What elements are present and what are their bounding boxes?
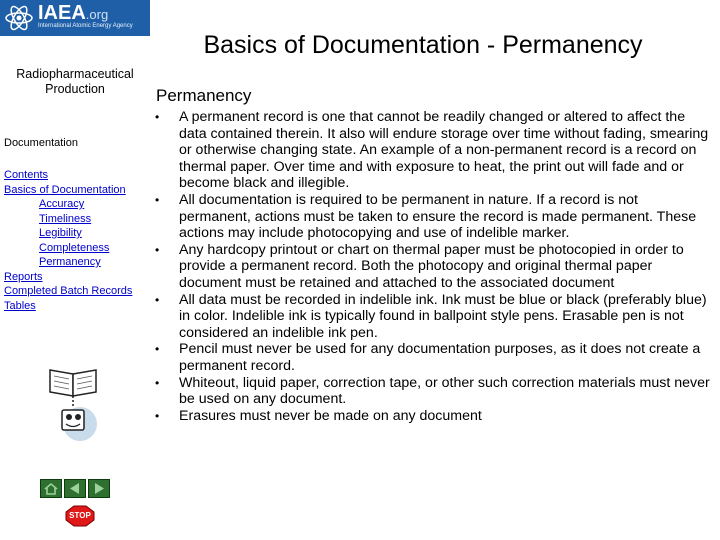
nav-link-basics[interactable]: Basics of Documentation: [4, 183, 126, 196]
logo-suffix: .org: [85, 7, 109, 22]
list-item: • A permanent record is one that cannot be readily changed or altered to affect the data contained therein. It also will endure storage over time without fading, smearing or otherwise changing state. An example of a non-permanent record is a record on thermal paper. Over time and with exposure to heat, the print out will fade and or become black and illegible.: [155, 109, 711, 192]
list-item: • All data must be recorded in indelible ink. Ink must be blue or black (preferably blue) in color. Indelible ink is typically found in ballpoint style pens. Erasable pen is not considered an indelible ink pen.: [155, 292, 711, 342]
sidebar-heading-line2: Production: [45, 82, 105, 96]
logo-name: IAEA: [38, 2, 86, 24]
section-subtitle: Permanency: [156, 86, 252, 105]
iaea-logo: [0, 0, 150, 36]
nav-link-reports[interactable]: Reports: [4, 270, 43, 283]
list-item: • Pencil must never be used for any documentation purposes, as it does not create a permanent record.: [155, 341, 711, 374]
list-item: • All documentation is required to be permanent in nature. If a record is not permanent, actions must be taken to ensure the record is made permanent. These actions may include photocopying and use of indelible marker.: [155, 192, 711, 242]
home-icon[interactable]: [40, 479, 62, 498]
nav-link-permanency[interactable]: Permanency: [39, 256, 101, 268]
back-arrow-icon[interactable]: [64, 479, 86, 498]
forward-arrow-icon[interactable]: [88, 479, 110, 498]
stop-label: STOP: [69, 511, 91, 520]
nav-link-accuracy[interactable]: Accuracy: [39, 198, 85, 210]
bullet-list: [155, 109, 711, 424]
list-item: • Erasures must never be made on any document: [155, 408, 711, 425]
nav-link-timeliness[interactable]: Timeliness: [39, 212, 92, 225]
nav-link-contents[interactable]: Contents: [4, 169, 49, 181]
page-title: Basics of Documentation - Permanency: [203, 31, 643, 59]
stop-button[interactable]: [65, 505, 95, 527]
nav-link-completeness[interactable]: Completeness: [39, 241, 110, 254]
list-item: • Whiteout, liquid paper, correction tape, or other such correction materials must never be used on any document.: [155, 375, 711, 408]
list-item: • Any hardcopy printout or chart on thermal paper must be photocopied in order to provide a permanent record. Both the photocopy and original thermal paper document must be retained and attached to the associated document: [155, 242, 711, 292]
book-reader-icon: [46, 360, 104, 444]
slide-nav-buttons: [40, 479, 112, 498]
sidebar-nav: [4, 168, 132, 313]
atom-logo-icon: [4, 3, 34, 33]
sidebar-section-label: Documentation: [4, 137, 78, 149]
nav-link-legibility[interactable]: Legibility: [39, 227, 82, 239]
nav-link-batch-records[interactable]: Completed Batch Records: [4, 285, 133, 297]
logo-subtitle: International Atomic Energy Agency: [38, 23, 133, 29]
nav-link-tables[interactable]: Tables: [4, 299, 36, 312]
sidebar-heading-line1: Radiopharmaceutical: [16, 67, 134, 81]
